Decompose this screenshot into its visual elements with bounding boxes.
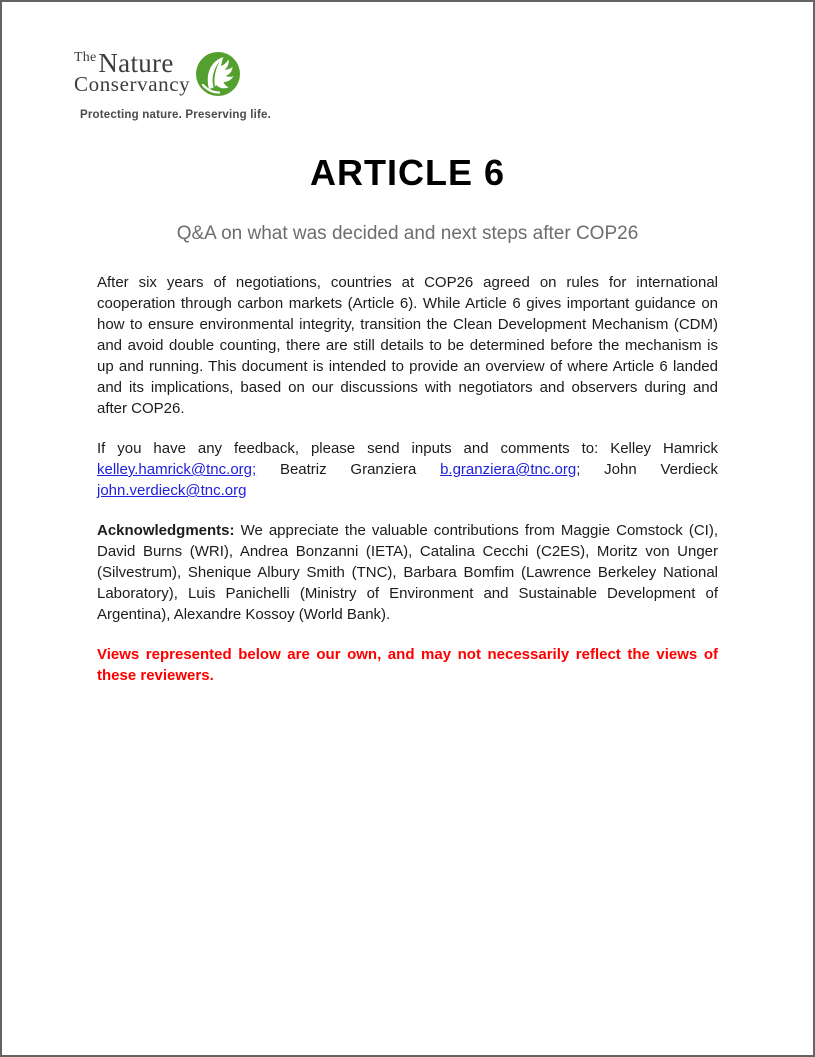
email-link[interactable]: john.verdieck@tnc.org bbox=[97, 482, 247, 499]
email-link[interactable]: b.granziera@tnc.org bbox=[440, 461, 577, 478]
text-segment: Beatriz Granziera bbox=[256, 461, 441, 478]
tnc-logo bbox=[74, 50, 304, 121]
text-segment: ; John Verdieck bbox=[576, 461, 719, 478]
globe-leaf-icon bbox=[195, 51, 241, 102]
intro-paragraph: After six years of negotiations, countries at COP26 agreed on rules for international cooperation through carbon markets (Article 6). While Article 6 gives important guidance on how to ensure environmental integrity, transition the Clean Development Mechanism (CDM) and avoid double counting, there are still details to be determined before the mechanism is up and running. This document is intended to provide an overview of where Article 6 landed and its implications, based on our discussions with negotiators and observers during and after COP26. bbox=[97, 274, 718, 417]
feedback-paragraph bbox=[97, 438, 718, 501]
text-segment: If you have any feedback, please send inputs and comments to: Kelley Hamrick bbox=[97, 440, 718, 457]
text-segment: Acknowledgments: bbox=[97, 522, 235, 539]
brand-the: The bbox=[74, 50, 97, 65]
email-link[interactable]: kelley.hamrick@tnc.org; bbox=[97, 461, 257, 478]
brand-nature: Nature bbox=[98, 48, 174, 78]
brand-conservancy: Conservancy bbox=[74, 72, 191, 96]
page-subtitle: Q&A on what was decided and next steps after COP26 bbox=[176, 223, 639, 244]
text-segment: We appreciate the valuable contributions from Maggie Comstock (CI), David Burns (WRI), Andrea Bonzanni (IETA), Catalina Cecchi (C2ES), Moritz von Unger (Silvestrum), Shenique Albury Smith (TNC), Barbara Bomfim (Lawrence Berkeley National Laboratory), Luis Panichelli (Ministry of Environment and Sustainable Development of Argentina), Alexandre Kossoy (World Bank). bbox=[97, 522, 718, 623]
acknowledgments-paragraph bbox=[97, 520, 718, 625]
disclaimer-text: Views represented below are our own, and may not necessarily reflect the views of these reviewers. bbox=[97, 646, 718, 684]
document-body bbox=[97, 272, 718, 686]
page-title: ARTICLE 6 bbox=[309, 152, 505, 193]
tagline: Protecting nature. Preserving life. bbox=[80, 109, 272, 121]
tnc-wordmark bbox=[74, 50, 190, 95]
